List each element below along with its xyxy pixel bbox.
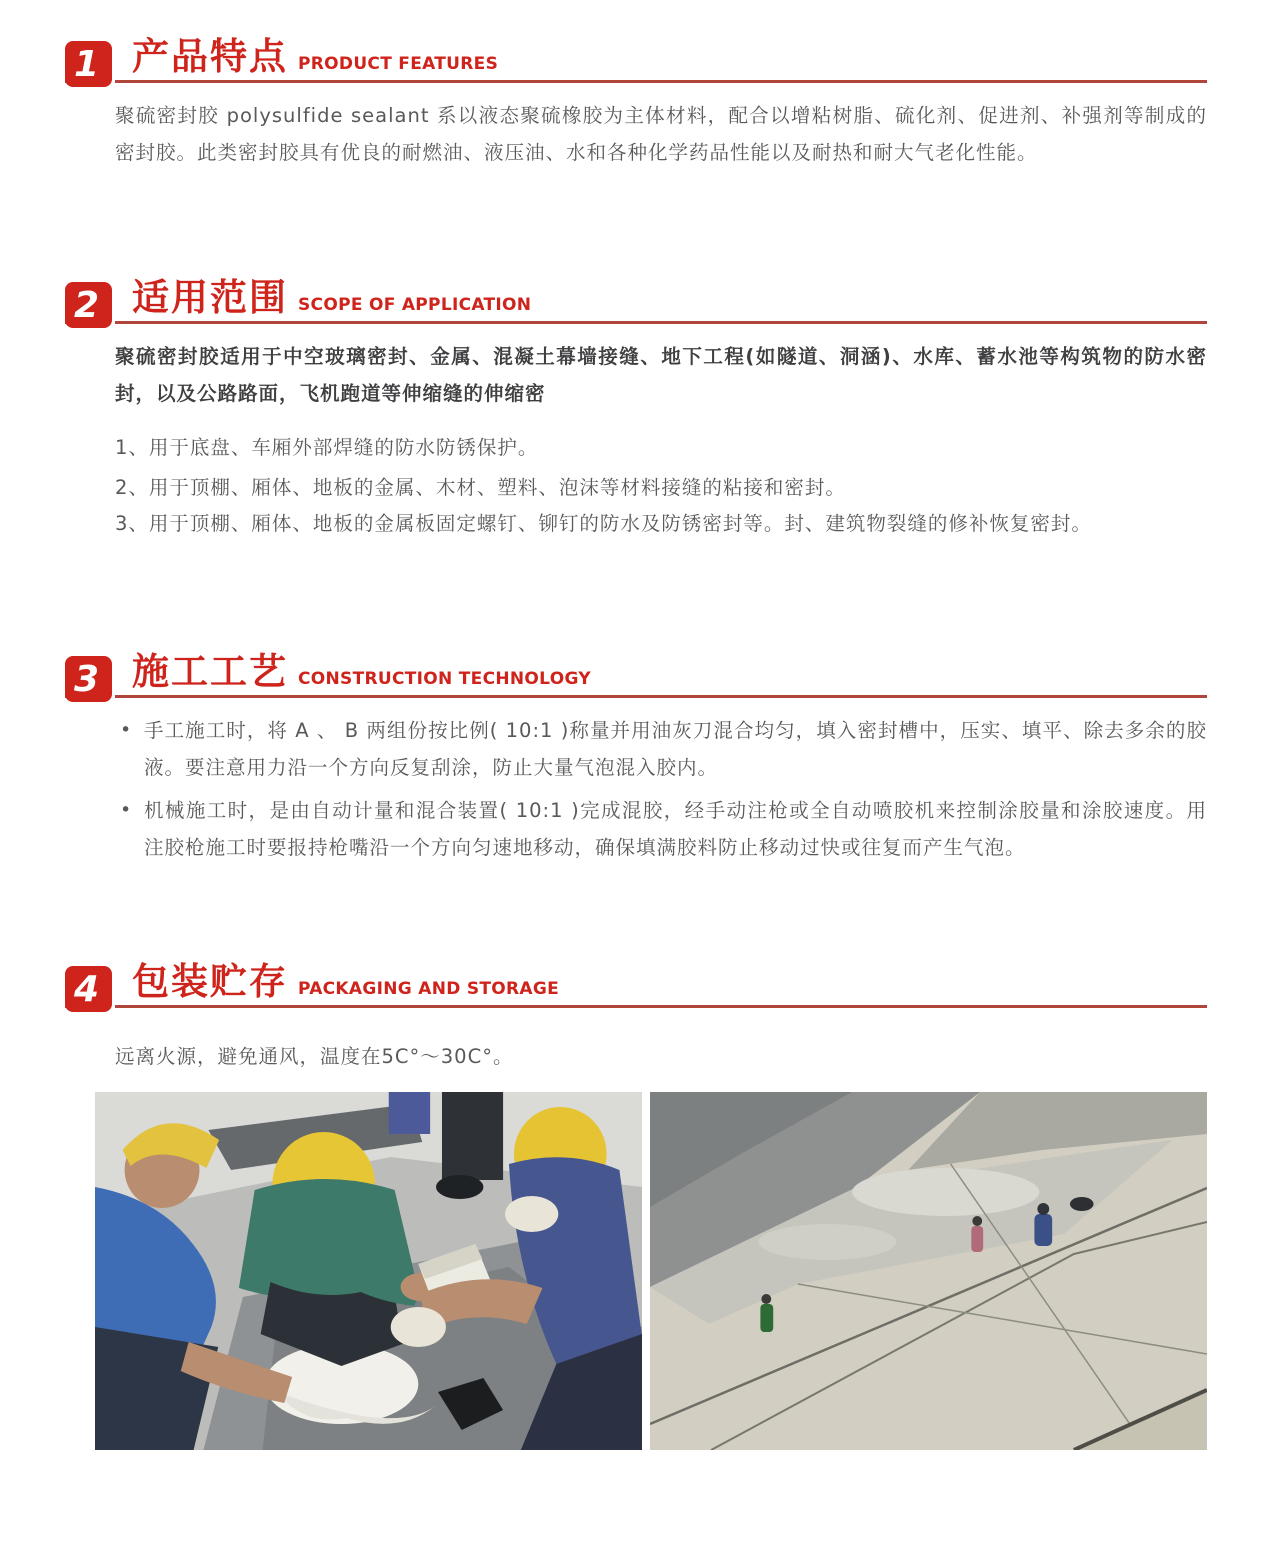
- construction-bullet-list: [120, 712, 1207, 866]
- photo-concrete-slope-workers: [650, 1092, 1207, 1450]
- photo-workers-applying-sealant: [95, 1092, 642, 1450]
- section-product-features: [65, 35, 1207, 171]
- section-2-lead-paragraph: 聚硫密封胶适用于中空玻璃密封、金属、混凝土幕墙接缝、地下工程(如隧道、洞涵)、水库、蓄水池等构筑物的防水密封，以及公路路面，飞机跑道等伸缩缝的伸缩密: [115, 345, 1207, 405]
- section-2-title-en: SCOPE OF APPLICATION: [298, 295, 532, 315]
- section-2-number-badge: 2: [65, 282, 112, 328]
- bullet-text: 手工施工时，将 A 、 B 两组份按比例( 10:1 )称量并用油灰刀混合均匀，填入密封槽中，压实、填平、除去多余的胶液。要注意用力沿一个方向反复刮涂，防止大量气泡混入胶内。: [144, 719, 1207, 779]
- section-1-title-en: PRODUCT FEATURES: [298, 54, 499, 74]
- section-1-title-cn: 产品特点: [132, 35, 288, 78]
- section-packaging-and-storage: [65, 960, 1207, 1075]
- section-scope-of-application: [65, 276, 1207, 542]
- scope-list-item: 2、用于顶棚、厢体、地板的金属、木材、塑料、泡沫等材料接缝的粘接和密封。: [115, 476, 846, 499]
- section-3-title-cn: 施工工艺: [132, 650, 288, 693]
- bullet-item: [120, 792, 1207, 866]
- photo-row: [95, 1092, 1207, 1450]
- section-1-paragraph: 聚硫密封胶 polysulfide sealant 系以液态聚硫橡胶为主体材料，配合以增粘树脂、硫化剂、促进剂、补强剂等制成的密封胶。此类密封胶具有优良的耐燃油、液压油、水和各种化学药品性能以及耐热和耐大气老化性能。: [115, 104, 1207, 164]
- product-sheet-page: [0, 35, 1280, 1450]
- bullet-item: [120, 712, 1207, 786]
- section-4-title-en: PACKAGING AND STORAGE: [298, 979, 560, 999]
- section-3-number-badge: 3: [65, 656, 112, 702]
- section-3-title-en: CONSTRUCTION TECHNOLOGY: [298, 669, 591, 689]
- section-construction-technology: [65, 650, 1207, 866]
- section-2-header: [65, 276, 1207, 326]
- scope-list-item: 3、用于顶棚、厢体、地板的金属板固定螺钉、铆钉的防水及防锈密封等。封、建筑物裂缝的修补恢复密封。: [115, 512, 1092, 535]
- scope-list-item: 1、用于底盘、车厢外部焊缝的防水防锈保护。: [115, 436, 539, 459]
- section-4-paragraph: 远离火源，避免通风，温度在5C°～30C°。: [115, 1045, 514, 1068]
- section-2-title-cn: 适用范围: [132, 276, 288, 319]
- section-3-header: [65, 650, 1207, 700]
- section-4-header: [65, 960, 1207, 1010]
- section-4-number-badge: 4: [65, 966, 112, 1012]
- section-1-number-badge: 1: [65, 41, 112, 87]
- bullet-text: 机械施工时，是由自动计量和混合装置( 10:1 )完成混胶，经手动注枪或全自动喷胶机来控制涂胶量和涂胶速度。用注胶枪施工时要报持枪嘴沿一个方向匀速地移动，确保填满胶料防止移动过快或往复而产生气泡。: [144, 799, 1207, 859]
- bullet-dot-icon: •: [120, 719, 132, 741]
- bullet-dot-icon: •: [120, 799, 132, 821]
- section-1-header: [65, 35, 1207, 85]
- section-4-title-cn: 包装贮存: [132, 960, 288, 1003]
